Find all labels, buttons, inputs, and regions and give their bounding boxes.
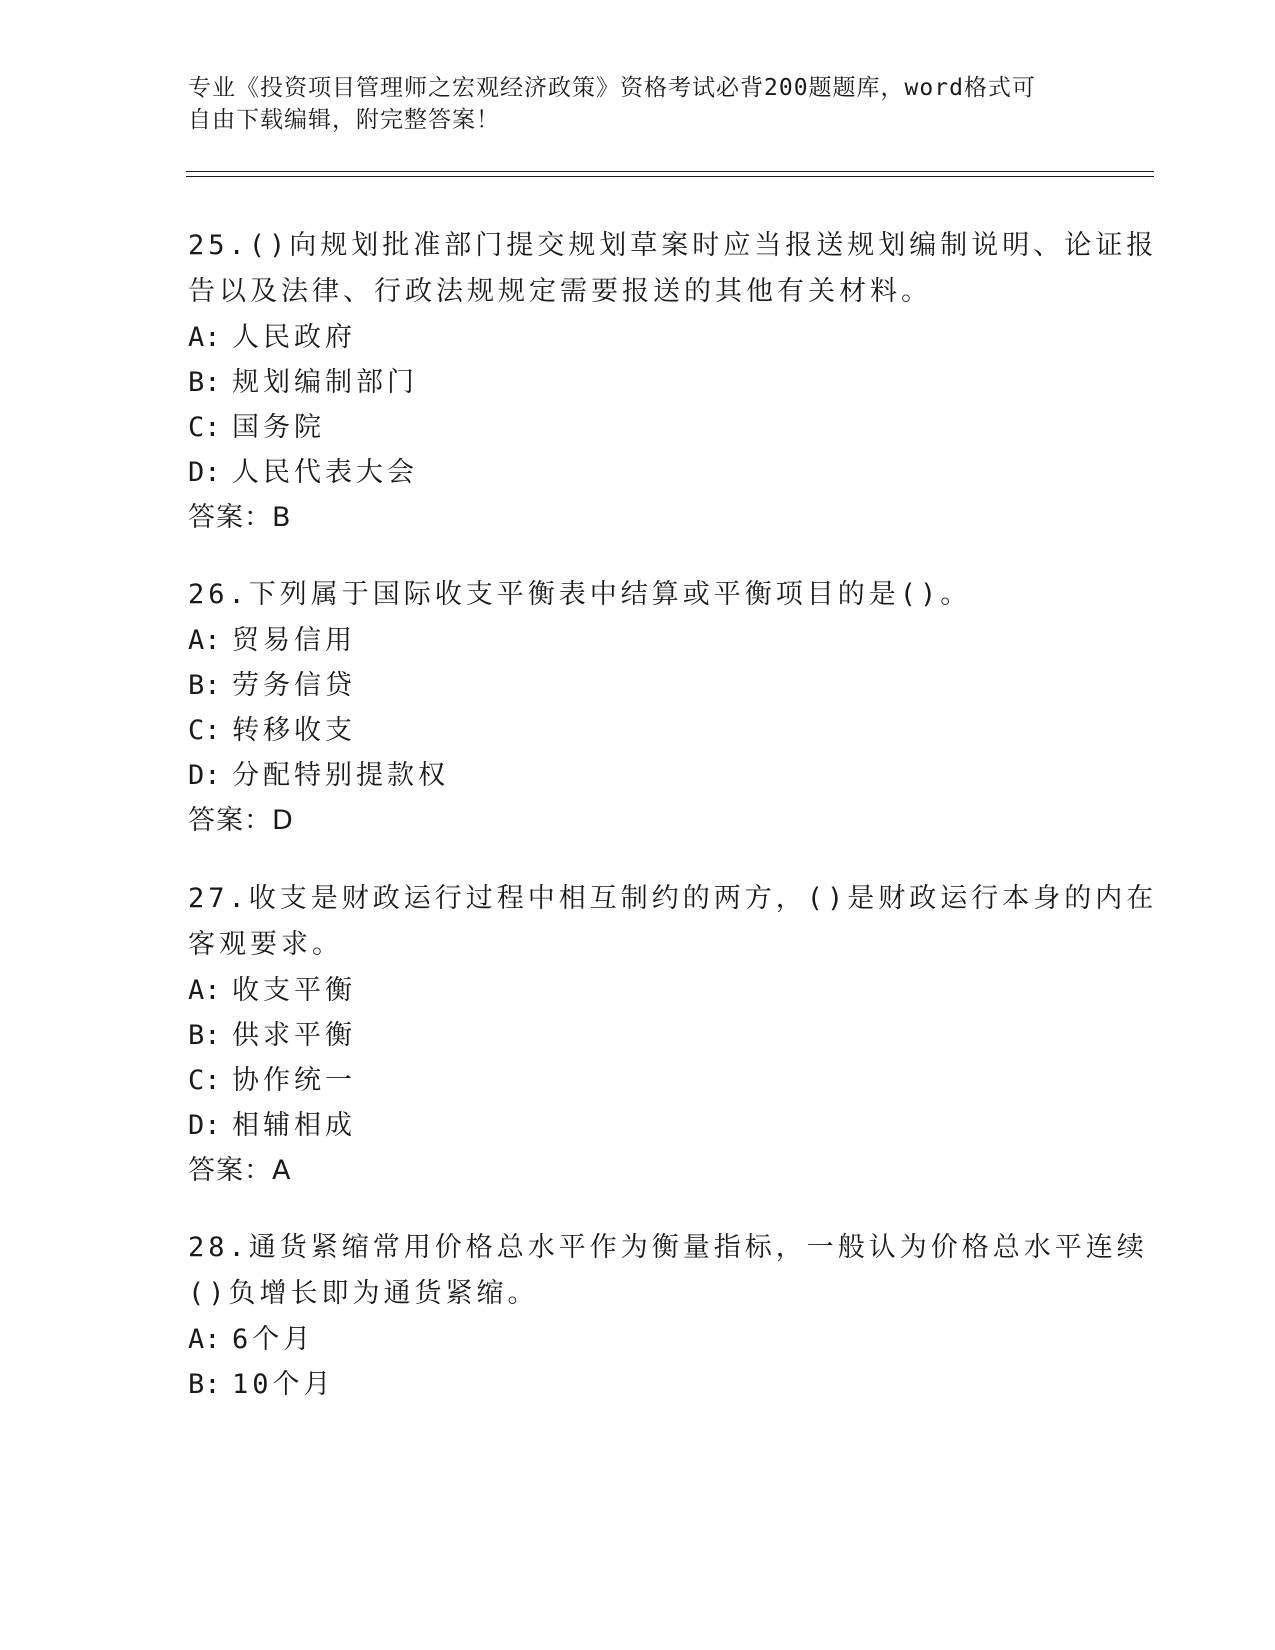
- question-27: [188, 876, 1158, 1194]
- option-text: 6个月: [232, 1324, 315, 1355]
- option-text: 贸易信用: [232, 625, 356, 656]
- question-stem: 客观要求。: [188, 929, 343, 960]
- option-key: A:: [188, 322, 221, 353]
- option-key: D:: [188, 1110, 221, 1141]
- option-d: [188, 1103, 1088, 1148]
- option-c: [188, 708, 1088, 753]
- option-text: 相辅相成: [232, 1110, 356, 1141]
- option-text: 协作统一: [232, 1065, 356, 1096]
- option-b: [188, 1362, 1088, 1407]
- option-a: [188, 968, 1088, 1013]
- question-stem: 25.()向规划批准部门提交规划草案时应当报送规划编制说明、论证报: [188, 230, 1158, 261]
- header-title-line-1: 专业《投资项目管理师之宏观经济政策》资格考试必背200题题库，word格式可: [188, 75, 1036, 101]
- header-divider-bottom: [186, 176, 1154, 177]
- option-text: 转移收支: [232, 715, 356, 746]
- question-stem: 28.通货紧缩常用价格总水平作为衡量指标，一般认为价格总水平连续: [188, 1232, 1148, 1263]
- option-a: [188, 1317, 1088, 1362]
- option-c: [188, 1058, 1088, 1103]
- option-key: B:: [188, 1020, 221, 1051]
- option-key: D:: [188, 760, 221, 791]
- option-d: [188, 450, 1088, 495]
- header-title-line-2: 自由下载编辑，附完整答案！: [188, 107, 500, 133]
- option-text: 收支平衡: [232, 975, 356, 1006]
- option-key: A:: [188, 625, 221, 656]
- option-text: 人民代表大会: [232, 457, 418, 488]
- option-text: 国务院: [232, 412, 325, 443]
- option-b: [188, 1013, 1088, 1058]
- option-key: C:: [188, 412, 221, 443]
- option-a: [188, 618, 1088, 663]
- question-25: [188, 223, 1158, 541]
- question-stem: 27.收支是财政运行过程中相互制约的两方，()是财政运行本身的内在: [188, 883, 1158, 914]
- option-b: [188, 663, 1088, 708]
- option-key: C:: [188, 1065, 221, 1096]
- question-26: [188, 572, 1088, 844]
- question-stem: 26.下列属于国际收支平衡表中结算或平衡项目的是()。: [188, 579, 972, 610]
- answer-line: 答案：A: [188, 1155, 292, 1186]
- option-key: D:: [188, 457, 221, 488]
- option-a: [188, 315, 1088, 360]
- answer-line: 答案：D: [188, 805, 294, 836]
- option-text: 人民政府: [232, 322, 356, 353]
- question-stem: ()负增长即为通货紧缩。: [188, 1278, 539, 1309]
- option-key: B:: [188, 670, 221, 701]
- option-text: 劳务信贷: [232, 670, 356, 701]
- answer-line: 答案：B: [188, 502, 292, 533]
- option-text: 10个月: [232, 1369, 335, 1400]
- option-key: B:: [188, 367, 221, 398]
- option-key: B:: [188, 1369, 221, 1400]
- option-d: [188, 753, 1088, 798]
- option-text: 供求平衡: [232, 1020, 356, 1051]
- option-key: A:: [188, 975, 221, 1006]
- option-b: [188, 360, 1088, 405]
- option-text: 分配特别提款权: [232, 760, 449, 791]
- option-key: C:: [188, 715, 221, 746]
- option-key: A:: [188, 1324, 221, 1355]
- option-c: [188, 405, 1088, 450]
- question-stem: 告以及法律、行政法规规定需要报送的其他有关材料。: [188, 276, 932, 307]
- header-divider-top: [186, 171, 1154, 172]
- option-text: 规划编制部门: [232, 367, 418, 398]
- question-28: [188, 1225, 1148, 1407]
